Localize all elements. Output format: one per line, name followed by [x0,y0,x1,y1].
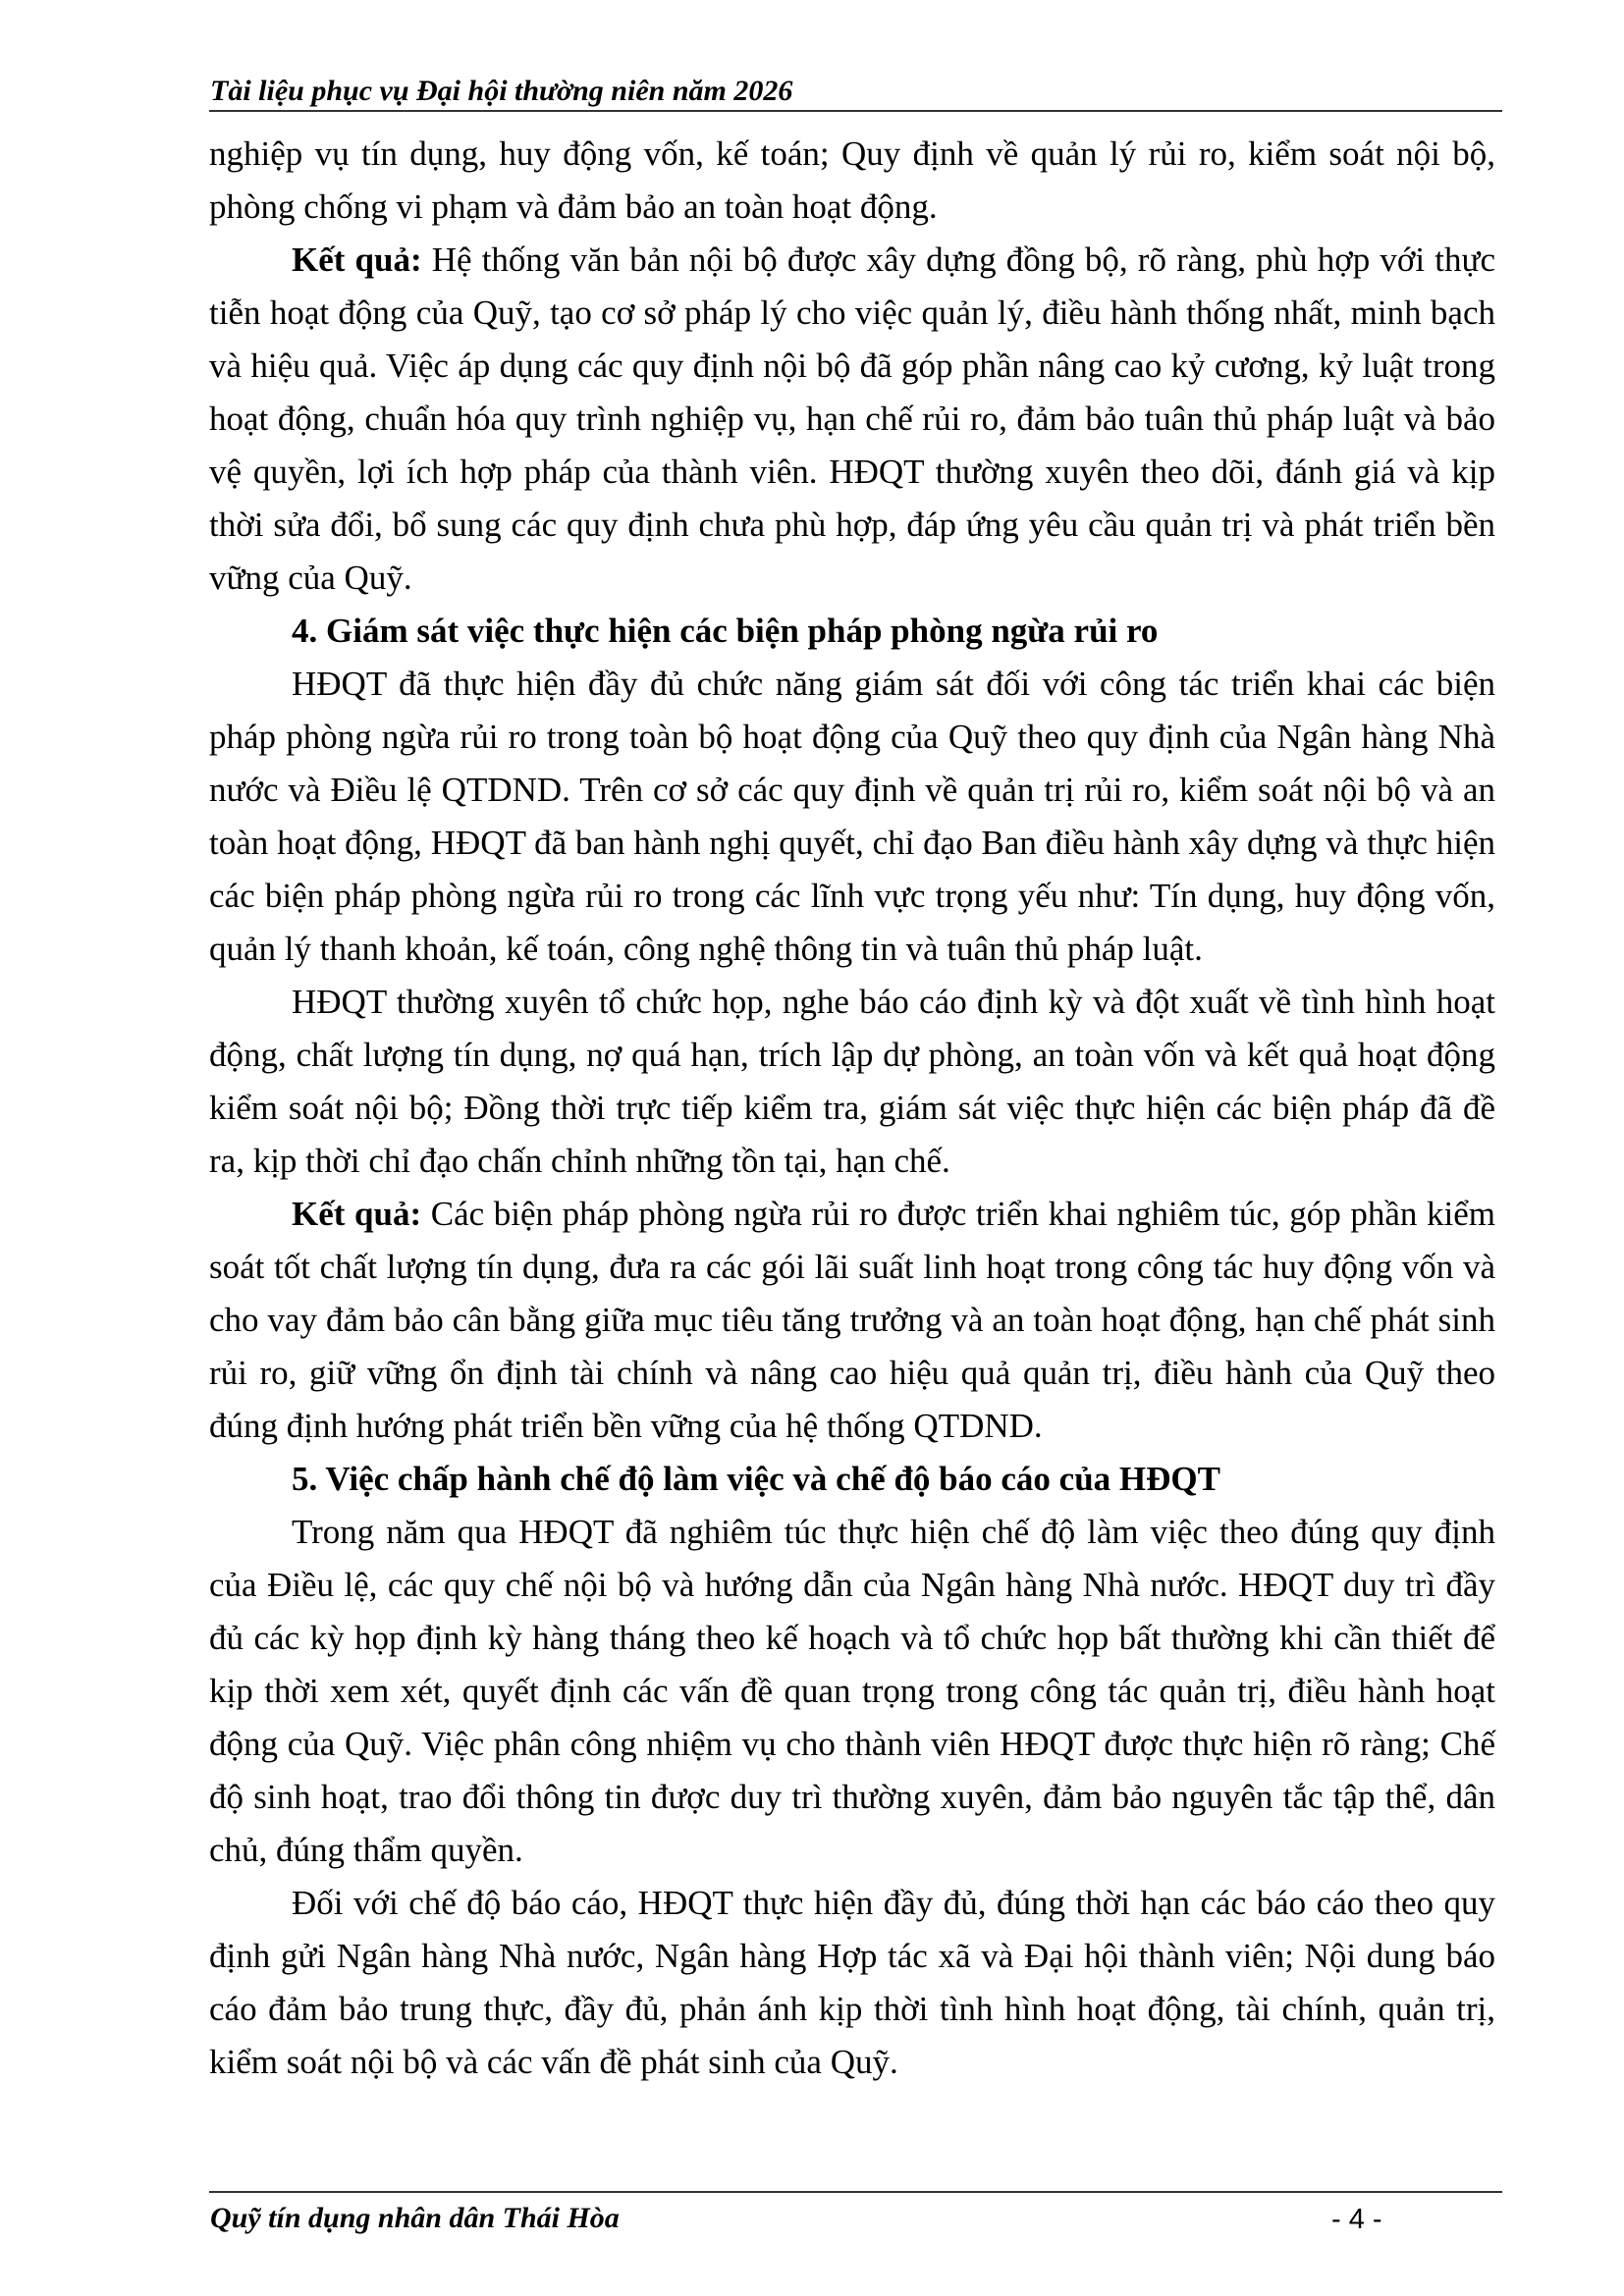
paragraph-text: Các biện pháp phòng ngừa rủi ro được triển khai nghiêm túc, góp phần kiểm soát tốt chất lượng tín dụng, đưa ra các gói lãi suất linh hoạt trong công tác huy động vốn và cho vay đảm bảo cân bằng giữa mục tiêu tăng trưởng và an toàn hoạt động, hạn chế phát sinh rủi ro, giữ vững ổn định tài chính và nâng cao hiệu quả quản trị, điều hành của Quỹ theo đúng định hướng phát triển bền vững của hệ thống QTDND. [209,1195,1496,1445]
paragraph-text: Hệ thống văn bản nội bộ được xây dựng đồng bộ, rõ ràng, phù hợp với thực tiễn hoạt động của Quỹ, tạo cơ sở pháp lý cho việc quản lý, điều hành thống nhất, minh bạch và hiệu quả. Việc áp dụng các quy định nội bộ đã góp phần nâng cao kỷ cương, kỷ luật trong hoạt động, chuẩn hóa quy trình nghiệp vụ, hạn chế rủi ro, đảm bảo tuân thủ pháp luật và bảo vệ quyền, lợi ích hợp pháp của thành viên. HĐQT thường xuyên theo dõi, đánh giá và kịp thời sửa đổi, bổ sung các quy định chưa phù hợp, đáp ứng yêu cầu quản trị và phát triển bền vững của Quỹ. [209,240,1495,597]
paragraph: HĐQT đã thực hiện đầy đủ chức năng giám sát đối với công tác triển khai các biện pháp phòng ngừa rủi ro trong toàn bộ hoạt động của Quỹ theo quy định của Ngân hàng Nhà nước và Điều lệ QTDND. Trên cơ sở các quy định về quản trị rủi ro, kiểm soát nội bộ và an toàn hoạt động, HĐQT đã ban hành nghị quyết, chỉ đạo Ban điều hành xây dựng và thực hiện các biện pháp phòng ngừa rủi ro trong các lĩnh vực trọng yếu như: Tín dụng, huy động vốn, quản lý thanh khoản, kế toán, công nghệ thông tin và tuân thủ pháp luật. [209,665,1495,968]
footer-rule [209,2191,1502,2193]
section-heading-5: 5. Việc chấp hành chế độ làm việc và chế độ báo cáo của HĐQT [292,1460,1220,1498]
paragraph: Đối với chế độ báo cáo, HĐQT thực hiện đầy đủ, đúng thời hạn các báo cáo theo quy định gửi Ngân hàng Nhà nước, Ngân hàng Hợp tác xã và Đại hội thành viên; Nội dung báo cáo đảm bảo trung thực, đầy đủ, phản ánh kịp thời tình hình hoạt động, tài chính, quản trị, kiểm soát nội bộ và các vấn đề phát sinh của Quỹ. [209,1884,1495,2081]
paragraph-continuation: nghiệp vụ tín dụng, huy động vốn, kế toán; Quy định về quản lý rủi ro, kiểm soát nội bộ, phòng chống vi phạm và đảm bảo an toàn hoạt động. [209,134,1495,226]
header-rule [209,110,1502,112]
body-text [209,128,1495,2089]
paragraph: Trong năm qua HĐQT đã nghiêm túc thực hiện chế độ làm việc theo đúng quy định của Điều lệ, các quy chế nội bộ và hướng dẫn của Ngân hàng Nhà nước. HĐQT duy trì đầy đủ các kỳ họp định kỳ hàng tháng theo kế hoạch và tổ chức họp bất thường khi cần thiết để kịp thời xem xét, quyết định các vấn đề quan trọng trong công tác quản trị, điều hành hoạt động của Quỹ. Việc phân công nhiệm vụ cho thành viên HĐQT được thực hiện rõ ràng; Chế độ sinh hoạt, trao đổi thông tin được duy trì thường xuyên, đảm bảo nguyên tắc tập thể, dân chủ, đúng thẩm quyền. [209,1513,1495,1869]
running-footer: Quỹ tín dụng nhân dân Thái Hòa [210,2202,620,2234]
section-heading-4: 4. Giám sát việc thực hiện các biện pháp phòng ngừa rủi ro [292,612,1159,650]
page-number: - 4 - [1331,2204,1382,2235]
paragraph: HĐQT thường xuyên tổ chức họp, nghe báo cáo định kỳ và đột xuất về tình hình hoạt động, chất lượng tín dụng, nợ quá hạn, trích lập dự phòng, an toàn vốn và kết quả hoạt động kiểm soát nội bộ; Đồng thời trực tiếp kiểm tra, giám sát việc thực hiện các biện pháp đã đề ra, kịp thời chỉ đạo chấn chỉnh những tồn tại, hạn chế. [209,983,1495,1180]
paragraph-result-1 [209,234,1495,605]
paragraph-result-2 [209,1188,1495,1453]
result-label: Kết quả: [292,1195,422,1233]
result-label: Kết quả: [292,240,422,279]
running-header: Tài liệu phục vụ Đại hội thường niên năm 2026 [210,75,793,107]
